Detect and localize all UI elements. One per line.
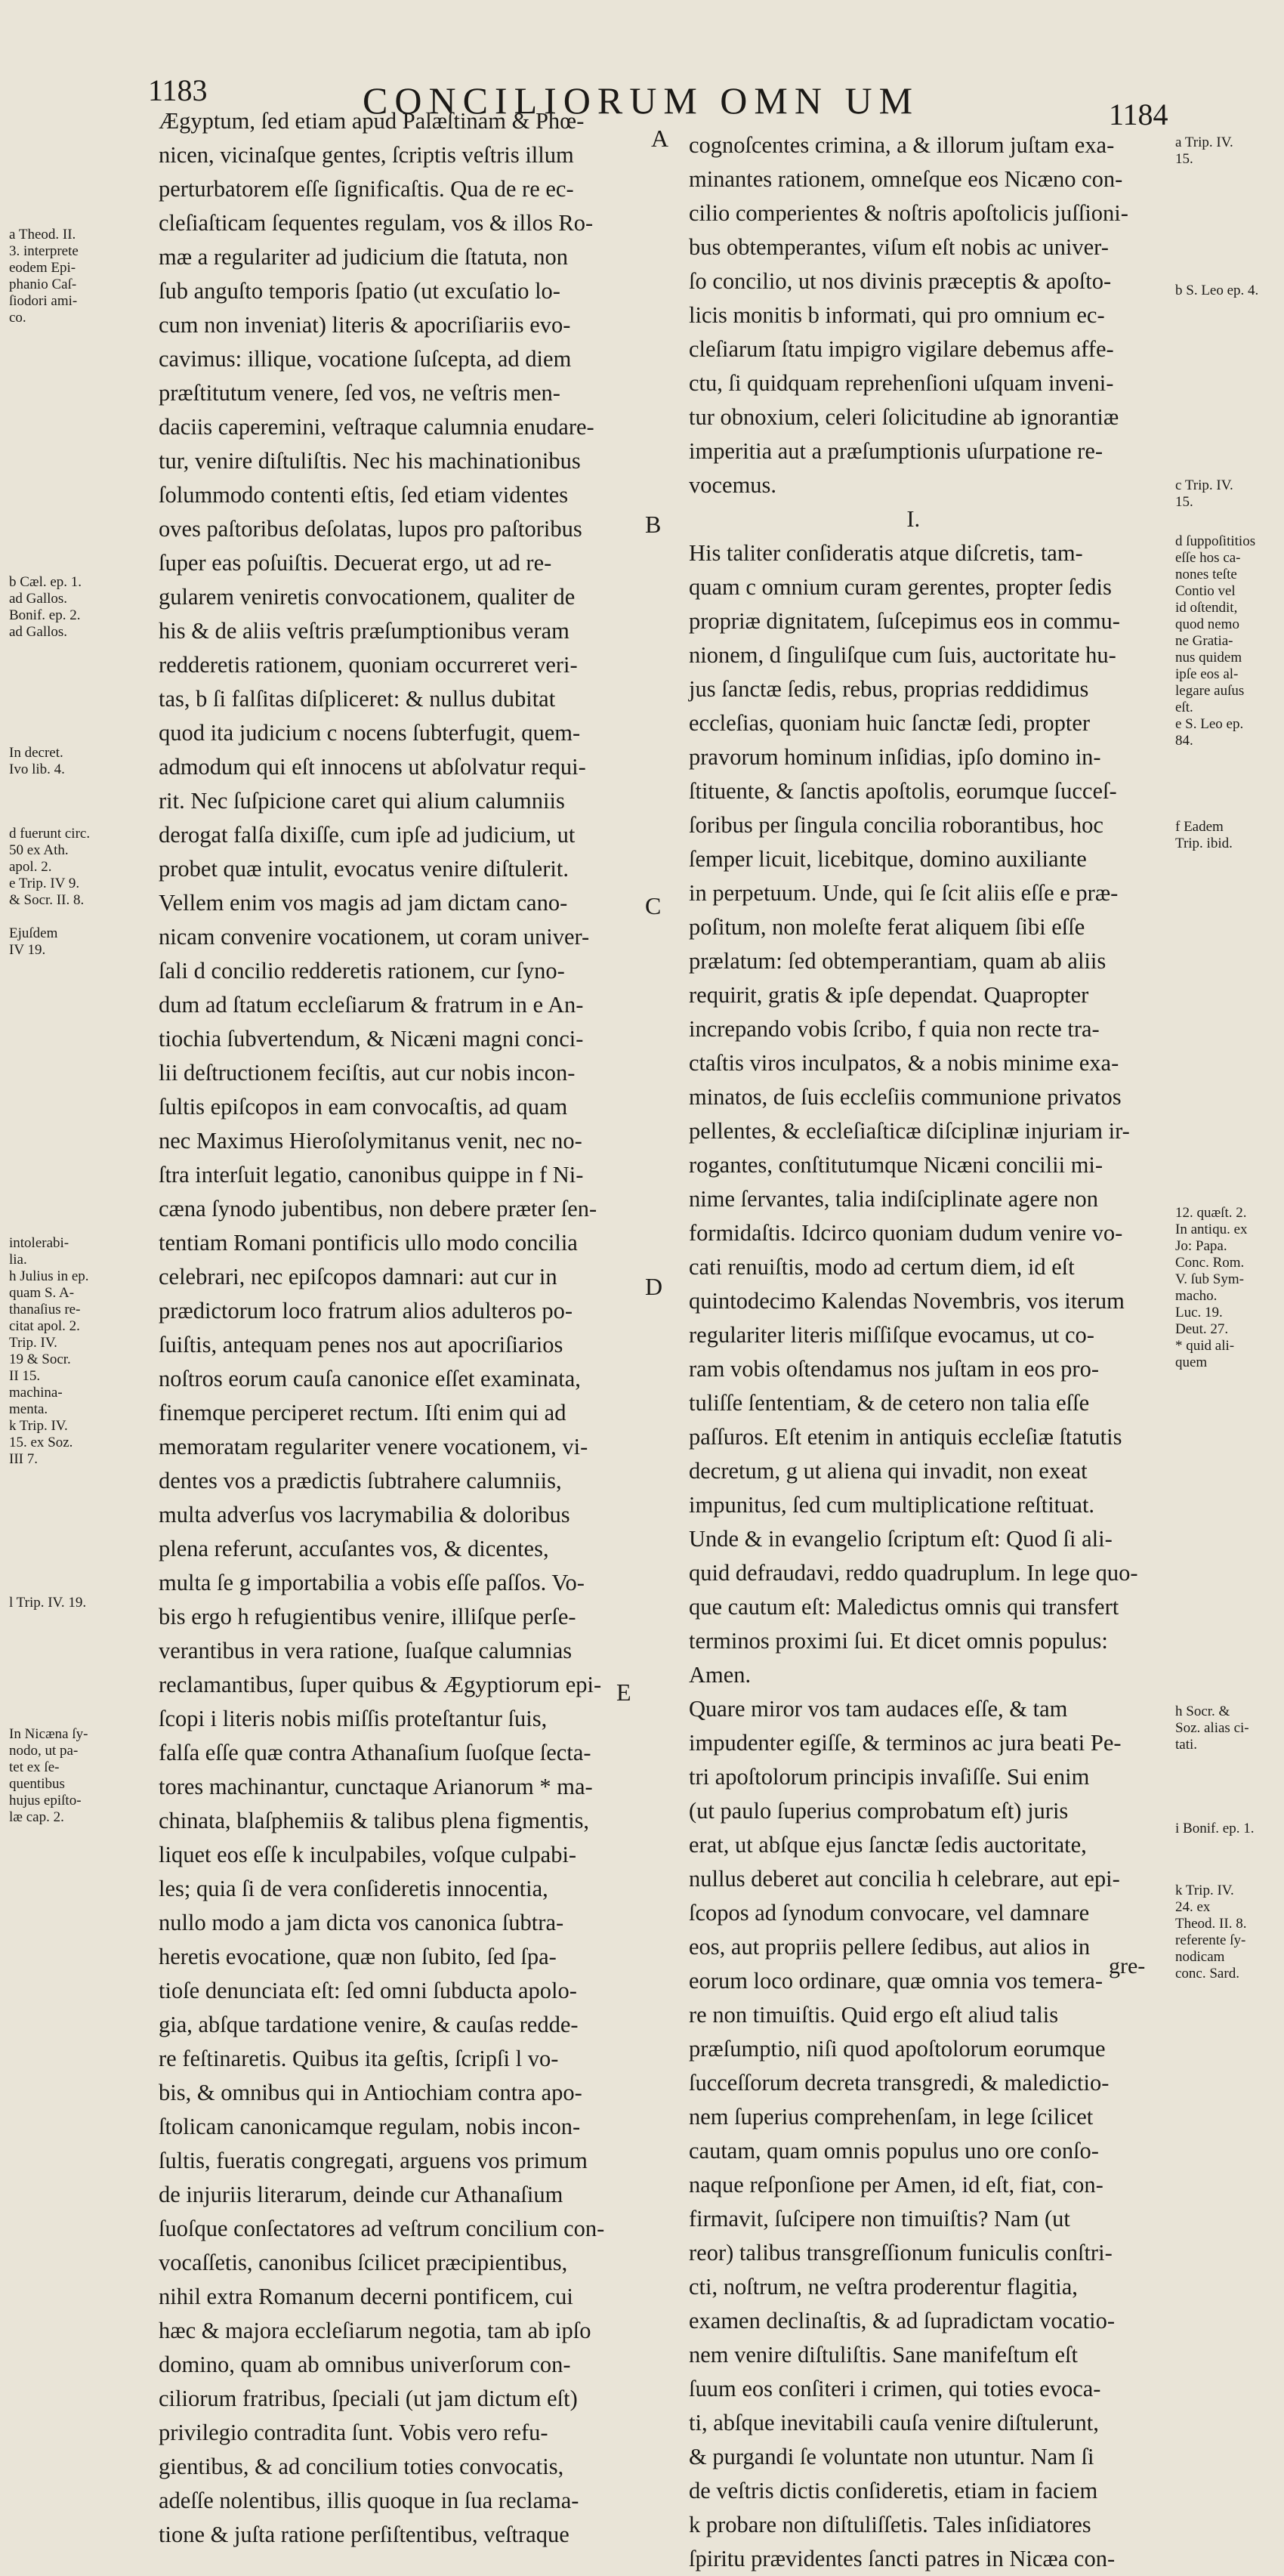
left-column-line: ſultis epiſcopos in eam convocaſtis, ad quam (159, 1094, 568, 1120)
right-column-line: impudenter egiſſe, & terminos ac jura beati Pe- (689, 1730, 1122, 1756)
left-column-line: tores machinantur, cunctaque Arianorum * ma- (159, 1774, 593, 1799)
right-margin-note: a Trip. IV. 15. (1175, 134, 1233, 167)
left-column-line: dentes vos a prædictis ſubtrahere calumniis, (159, 1468, 562, 1493)
left-column-line: noſtros eorum cauſa canonice eſſet examinata, (159, 1366, 581, 1391)
left-column-line: dum ad ſtatum eccleſiarum & fratrum in e An- (159, 992, 584, 1018)
page-number-right: 1184 (1109, 97, 1168, 131)
right-column-line: nionem, d ſinguliſque cum ſuis, auctoritate hu- (689, 642, 1116, 668)
left-column-line: ſtolicam canonicamque regulam, nobis incon- (159, 2114, 581, 2139)
right-column-line: que cautum eſt: Maledictus omnis qui transfert (689, 1594, 1119, 1620)
section-marker-b: B (645, 511, 662, 538)
right-column-line: cautam, quam omnis populus uno ore conſo- (689, 2138, 1099, 2164)
left-column-line: nec Maximus Hieroſolymitanus venit, nec no- (159, 1128, 582, 1154)
right-column-line: pravorum hominum inſidias, ipſo domino in- (689, 744, 1101, 770)
catchword: gre- (1109, 1954, 1146, 1978)
right-margin-note: d ſuppoſititios eſſe hos ca- nones teſte Contio vel id oſtendit, quod nemo ne Gratia- nus quidem ipſe eos al- legare auſus eſt. e S. Leo ep. 84. (1175, 533, 1256, 749)
left-column-line: ſali d concilio redderetis rationem, cur ſyno- (159, 958, 565, 984)
left-column-line: tas, b ſi falſitas diſpliceret: & nullus dubitat (159, 686, 556, 712)
right-margin-note: i Bonif. ep. 1. (1175, 1821, 1255, 1836)
section-marker-a: A (651, 125, 669, 152)
left-column-line: mæ a regulariter ad judicium die ſtatuta, non (159, 244, 569, 270)
right-column-line: re non timuiſtis. Quid ergo eſt aliud talis (689, 2002, 1059, 2028)
right-column-line: tuliſſe ſententiam, & de cetero non talia eſſe (689, 1390, 1090, 1416)
left-column-line: nullo modo a jam dicta vos canonica ſubtra- (159, 1910, 564, 1935)
right-margin-note: b S. Leo ep. 4. (1175, 283, 1259, 298)
left-column-line: oves paſtoribus deſolatas, lupos pro paſtoribus (159, 516, 582, 542)
left-column-line: tentiam Romani pontificis ullo modo concilia (159, 1230, 578, 1256)
right-column-line: imperitia aut a præſumptionis uſurpatione re- (689, 438, 1103, 464)
right-column-line: erat, ut abſque ejus ſanctæ ſedis auctoritate, (689, 1832, 1087, 1858)
right-column-line: nem venire diſtuliſtis. Sane manifeſtum eſt (689, 2342, 1079, 2368)
right-column-line: impunitus, ſed cum multiplicatione reſtituat. (689, 1492, 1095, 1518)
left-column-line: præſtitutum venere, ſed vos, ne veſtris men- (159, 380, 560, 406)
left-column-line: ciliorum fratribus, ſpeciali (ut jam dictum eſt) (159, 2386, 578, 2411)
left-column-line: vocaſſetis, canonibus ſcilicet præcipientibus, (159, 2250, 568, 2275)
left-column-line: gia, abſque tardatione venire, & cauſas redde- (159, 2012, 579, 2037)
left-column-line: derogat falſa dixiſſe, cum ipſe ad judicium, ut (159, 822, 576, 848)
left-margin-note: a Theod. II. 3. interprete eodem Epi- phanio Caſ- ſiodori ami- co. (9, 227, 79, 326)
right-column-line: cati renuiſtis, modo ad certum diem, id eſt (689, 1254, 1075, 1280)
left-column-line: lii deſtructionem feciſtis, aut cur nobis incon- (159, 1060, 576, 1086)
left-column-line: gularem veniretis convocationem, qualiter de (159, 584, 576, 610)
right-column-line: ſoribus per ſingula concilia roborantibus, hoc (689, 812, 1103, 838)
right-column-line: quintodecimo Kalendas Novembris, vos iterum (689, 1288, 1125, 1314)
right-column-line: ſucceſſorum decreta transgredi, & maledictio- (689, 2070, 1110, 2096)
left-column-line: multa ſe g importabilia a vobis eſſe paſſos. Vo- (159, 1570, 585, 1595)
left-column-line: celebrari, nec epiſcopos damnari: aut cur in (159, 1264, 557, 1290)
right-margin-note: k Trip. IV. 24. ex Theod. II. 8. referente ſy- nodicam conc. Sard. (1175, 1883, 1247, 1981)
right-column-line: ſemper licuit, licebitque, domino auxiliante (689, 846, 1087, 872)
left-text-column (159, 104, 604, 2552)
left-column-line: multa adverſus vos lacrymabilia & doloribus (159, 1502, 570, 1527)
right-margin-note: 12. quæſt. 2. In antiqu. ex Jo: Papa. Conc. Rom. V. ſub Sym- macho. Luc. 19. Deut. 27. * quid ali- quem (1175, 1205, 1248, 1370)
right-column-line: eccleſias, quoniam huic ſanctæ ſedi, propter (689, 710, 1091, 736)
left-column-line: finemque perciperet rectum. Iſti enim qui ad (159, 1400, 566, 1425)
right-column-line: (ut paulo ſuperius comprobatum eſt) juris (689, 1798, 1069, 1824)
left-column-line: falſa eſſe quæ contra Athanaſium ſuoſque ſecta- (159, 1740, 591, 1765)
left-column-line: plena referunt, accuſantes vos, & dicentes, (159, 1536, 549, 1561)
right-column-line: ſuum eos conſiteri i crimen, qui toties evoca- (689, 2376, 1101, 2401)
right-column-line: bus obtemperantes, viſum eſt nobis ac univer- (689, 234, 1109, 260)
right-column-line: tri apoſtolorum principis invaſiſſe. Sui enim (689, 1764, 1090, 1790)
right-column-line: ti, abſque inevitabili cauſa venire diſtulerunt, (689, 2410, 1099, 2435)
left-column-line: bis ergo h refugientibus venire, illiſque perſe- (159, 1604, 576, 1629)
left-column-line: ſuiſtis, antequam penes nos aut apocriſiarios (159, 1332, 563, 1357)
left-column-line: gientibus, & ad concilium toties convocatis, (159, 2454, 564, 2479)
right-column-line: pellentes, & eccleſiaſticæ diſciplinæ injuriam ir- (689, 1118, 1130, 1144)
left-column-line: domino, quam ab omnibus univerſorum con- (159, 2352, 571, 2377)
left-margin-note: b Cæl. ep. 1. ad Gallos. Bonif. ep. 2. ad Gallos. (9, 574, 82, 640)
left-margin-note: l Trip. IV. 19. (9, 1595, 87, 1611)
left-column-line: verantibus in vera ratione, ſuaſque calumnias (159, 1638, 573, 1663)
right-column-line: k probare non diſtuliſſetis. Tales inſidiatores (689, 2512, 1091, 2537)
right-column-line: paſſuros. Eſt etenim in antiquis eccleſiæ ſtatutis (689, 1424, 1122, 1450)
left-column-line: quod ita judicium c nocens ſubterfugit, quem- (159, 720, 581, 746)
left-column-line: prædictorum loco fratrum alios adulteros po- (159, 1298, 573, 1324)
right-column-line: requirit, gratis & ipſe dependat. Quapropter (689, 982, 1089, 1008)
right-column-line: prælatum: ſed obtemperantiam, quam ab aliis (689, 948, 1107, 974)
left-column-line: his & de aliis veſtris præſumptionibus veram (159, 618, 569, 644)
left-column-line: re feſtinaretis. Quibus ita geſtis, ſcripſi l vo- (159, 2046, 559, 2071)
left-column-line: cavimus: illique, vocatione ſuſcepta, ad diem (159, 346, 572, 372)
left-column-line: ſolummodo contenti eſtis, ſed etiam videntes (159, 482, 569, 508)
right-column-line: rogantes, conſtitutumque Nicæni concilii mi- (689, 1152, 1103, 1178)
section-marker-d: D (645, 1273, 663, 1300)
right-column-line: quid defraudavi, reddo quadruplum. In lege quo- (689, 1560, 1138, 1586)
left-column-line: ſuoſque conſectatores ad veſtrum concilium con- (159, 2216, 605, 2241)
left-margin-note: In decret. Ivo lib. 4. (9, 745, 65, 777)
left-column-line: memoratam regulariter venere vocationem, vi- (159, 1434, 588, 1459)
right-column-line: poſitum, non moleſte ferat aliquem ſibi eſſe (689, 914, 1085, 940)
left-column-line: Ægyptum, ſed etiam apud Palæſtinam & Phœ- (159, 108, 585, 134)
left-margin-note: intolerabi- lia. h Julius in ep. quam S. A- thanaſius re- citat apol. 2. Trip. IV. 19 & Socr. II 15. machina- menta. k Trip. IV. 15. ex Soz. III 7. (9, 1235, 89, 1467)
right-column-line: Amen. (689, 1662, 752, 1688)
right-column-line: jus ſanctæ ſedis, rebus, proprias reddidimus (689, 676, 1089, 702)
right-column-line: præſumptio, niſi quod apoſtolorum eorumque (689, 2036, 1106, 2062)
right-column-line: cleſiarum ſtatu impigro vigilare debemus affe- (689, 336, 1114, 362)
left-column-line: liquet eos eſſe k inculpabiles, voſque culpabi- (159, 1842, 577, 1867)
right-column-line: cognoſcentes crimina, a & illorum juſtam exa- (689, 132, 1115, 158)
left-margin-note: d fuerunt circ. 50 ex Ath. apol. 2. e Trip. IV 9. & Socr. II. 8. (9, 826, 91, 908)
left-column-line: privilegio contradita ſunt. Vobis vero refu- (159, 2420, 548, 2445)
left-column-line: les; quia ſi de vera conſideretis innocentia, (159, 1876, 548, 1901)
right-column-line: I. (906, 506, 921, 532)
left-column-line: tur, venire diſtuliſtis. Nec his machinationibus (159, 448, 581, 474)
left-column-line: daciis caperemini, veſtraque calumnia enudare- (159, 414, 594, 440)
left-column-line: adeſſe nolentibus, illis quoque in ſua reclama- (159, 2488, 579, 2513)
right-column-line: in perpetuum. Unde, qui ſe ſcit aliis eſſe e præ- (689, 880, 1119, 906)
section-marker-c: C (645, 892, 662, 919)
left-column-line: ſultis, fueratis congregati, arguens vos primum (159, 2148, 588, 2173)
right-column-line: licis monitis b informati, qui pro omnium ec- (689, 302, 1105, 328)
left-margin-note: In Nicæna ſy- nodo, ut pa- tet ex ſe- quentibus hujus epiſto- læ cap. 2. (9, 1726, 88, 1825)
right-column-line: Quare miror vos tam audaces eſſe, & tam (689, 1696, 1068, 1722)
left-column-line: Vellem enim vos magis ad jam dictam cano- (159, 890, 568, 916)
right-column-line: ctu, ſi quidquam reprehenſioni uſquam inveni- (689, 370, 1114, 396)
left-column-line: ſuper eas poſuiſtis. Decuerat ergo, ut ad re- (159, 550, 552, 576)
left-column-line: de injuriis literarum, deinde cur Athanaſium (159, 2182, 563, 2207)
left-column-line: tiochia ſubvertendum, & Nicæni magni conci- (159, 1026, 584, 1052)
left-column-line: nicam convenire vocationem, ut coram univer- (159, 924, 590, 950)
right-column-line: nullus deberet aut concilia h celebrare, aut epi- (689, 1866, 1120, 1892)
right-column-line: cilio comperientes & noſtris apoſtolicis juſſioni- (689, 200, 1128, 226)
left-column-line: rit. Nec ſuſpicione caret qui alium calumniis (159, 788, 565, 814)
right-column-line: reor) talibus transgreſſionum funiculis conſtri- (689, 2240, 1113, 2266)
right-column-line: naque reſponſione per Amen, id eſt, fiat, con- (689, 2172, 1103, 2198)
right-margin-note: f Eadem Trip. ibid. (1175, 819, 1233, 851)
right-column-line: quam c omnium curam gerentes, propter ſedis (689, 574, 1112, 600)
right-column-line: minatos, de ſuis eccleſiis communione privatos (689, 1084, 1122, 1110)
right-column-line: Unde & in evangelio ſcriptum eſt: Quod ſi ali- (689, 1526, 1113, 1552)
section-marker-e: E (616, 1679, 631, 1706)
left-column-line: cæna ſynodo jubentibus, non debere præter ſen- (159, 1196, 597, 1222)
right-column-line: decretum, g ut aliena qui invadit, non exeat (689, 1458, 1088, 1484)
right-column-line: ſtituente, & ſanctis apoſtolis, eorumque ſucceſ- (689, 778, 1117, 804)
left-column-line: tione & juſta ratione perſiſtentibus, veſtraque (159, 2522, 569, 2547)
right-column-line: terminos proximi ſui. Et dicet omnis populus: (689, 1628, 1108, 1654)
right-column-line: cti, noſtrum, ne veſtra proderentur flagitia, (689, 2274, 1078, 2300)
right-column-line: formidaſtis. Idcirco quoniam dudum venire vo- (689, 1220, 1123, 1246)
page-number-left: 1183 (148, 73, 208, 107)
right-column-line: regulariter literis miſſiſque evocamus, ut co- (689, 1322, 1094, 1348)
left-column-line: reclamantibus, ſuper quibus & Ægyptiorum epi- (159, 1672, 602, 1697)
right-margin-note: c Trip. IV. 15. (1175, 477, 1233, 510)
left-column-line: admodum qui eſt innocens ut abſolvatur requi- (159, 754, 586, 780)
right-column-line: His taliter conſideratis atque diſcretis, tam- (689, 540, 1083, 566)
left-column-line: probet quæ intulit, evocatus venire diſtulerit. (159, 856, 569, 882)
running-title: CONCILIORUM OMN UM (363, 79, 920, 122)
right-column-line: ram vobis oſtendamus nos juſtam in eos pro- (689, 1356, 1099, 1382)
right-column-line: ctaſtis viros inculpatos, & a nobis minime exa- (689, 1050, 1119, 1076)
right-margin-note: h Socr. & Soz. alias ci- tati. (1175, 1703, 1249, 1753)
right-column-line: eos, aut propriis pellere ſedibus, aut alios in (689, 1934, 1091, 1960)
right-column-line: ſpiritu prævidentes ſancti patres in Nicæa con- (689, 2546, 1116, 2571)
right-column-line: propriæ dignitatem, ſuſcepimus eos in commu- (689, 608, 1120, 634)
left-column-line: ſub anguſto temporis ſpatio (ut excuſatio lo- (159, 278, 560, 304)
left-column-line: nihil extra Romanum decerni pontificem, cui (159, 2284, 573, 2309)
left-column-line: ſcopi i literis nobis miſſis proteſtantur ſuis, (159, 1706, 548, 1731)
left-column-line: cum non inveniat) literis & apocriſiariis evo- (159, 312, 571, 338)
right-column-line: vocemus. (689, 472, 777, 498)
right-column-line: ſo concilio, ut nos divinis præceptis & apoſto- (689, 268, 1112, 294)
right-text-column (689, 128, 1138, 2576)
left-column-line: hæc & majora eccleſiarum negotia, tam ab ipſo (159, 2318, 591, 2343)
left-column-line: heretis evocatione, quæ non ſubito, ſed ſpa- (159, 1944, 557, 1969)
left-column-line: ſtra interſuit legatio, canonibus quippe in f Ni- (159, 1162, 584, 1188)
right-column-line: minantes rationem, omneſque eos Nicæno con- (689, 166, 1123, 192)
left-column-line: chinata, blaſphemiis & talibus plena figmentis, (159, 1808, 590, 1833)
left-margin-note: Ejuſdem IV 19. (9, 925, 58, 958)
left-column-line: perturbatorem eſſe ſignificaſtis. Qua de re ec- (159, 176, 574, 202)
left-column-line: redderetis rationem, quoniam occurreret veri- (159, 652, 578, 678)
right-column-line: nime ſervantes, talia indiſciplinate agere non (689, 1186, 1099, 1212)
right-column-line: de veſtris dictis conſideretis, etiam in faciem (689, 2478, 1098, 2503)
left-column-line: cleſiaſticam ſequentes regulam, vos & illos Ro- (159, 210, 594, 236)
right-column-line: tur obnoxium, celeri ſolicitudine ab ignorantiæ (689, 404, 1119, 430)
right-column-line: eorum loco ordinare, quæ omnia vos temera- (689, 1968, 1103, 1994)
right-column-line: examen declinaſtis, & ad ſupradictam vocatio- (689, 2308, 1116, 2334)
left-column-line: bis, & omnibus qui in Antiochiam contra apo- (159, 2080, 582, 2105)
right-column-line: & purgandi ſe voluntate non utuntur. Nam ſi (689, 2444, 1094, 2469)
right-column-line: nem ſuperius comprehenſam, in lege ſcilicet (689, 2104, 1094, 2130)
right-column-line: ſcopos ad ſynodum convocare, vel damnare (689, 1900, 1090, 1926)
left-column-line: nicen, vicinaſque gentes, ſcriptis veſtris illum (159, 142, 574, 168)
left-column-line: tioſe denunciata eſt: ſed omni ſubducta apolo- (159, 1978, 577, 2003)
right-column-line: firmavit, ſuſcipere non timuiſtis? Nam (ut (689, 2206, 1070, 2232)
right-column-line: increpando vobis ſcribo, f quia non recte tra- (689, 1016, 1100, 1042)
